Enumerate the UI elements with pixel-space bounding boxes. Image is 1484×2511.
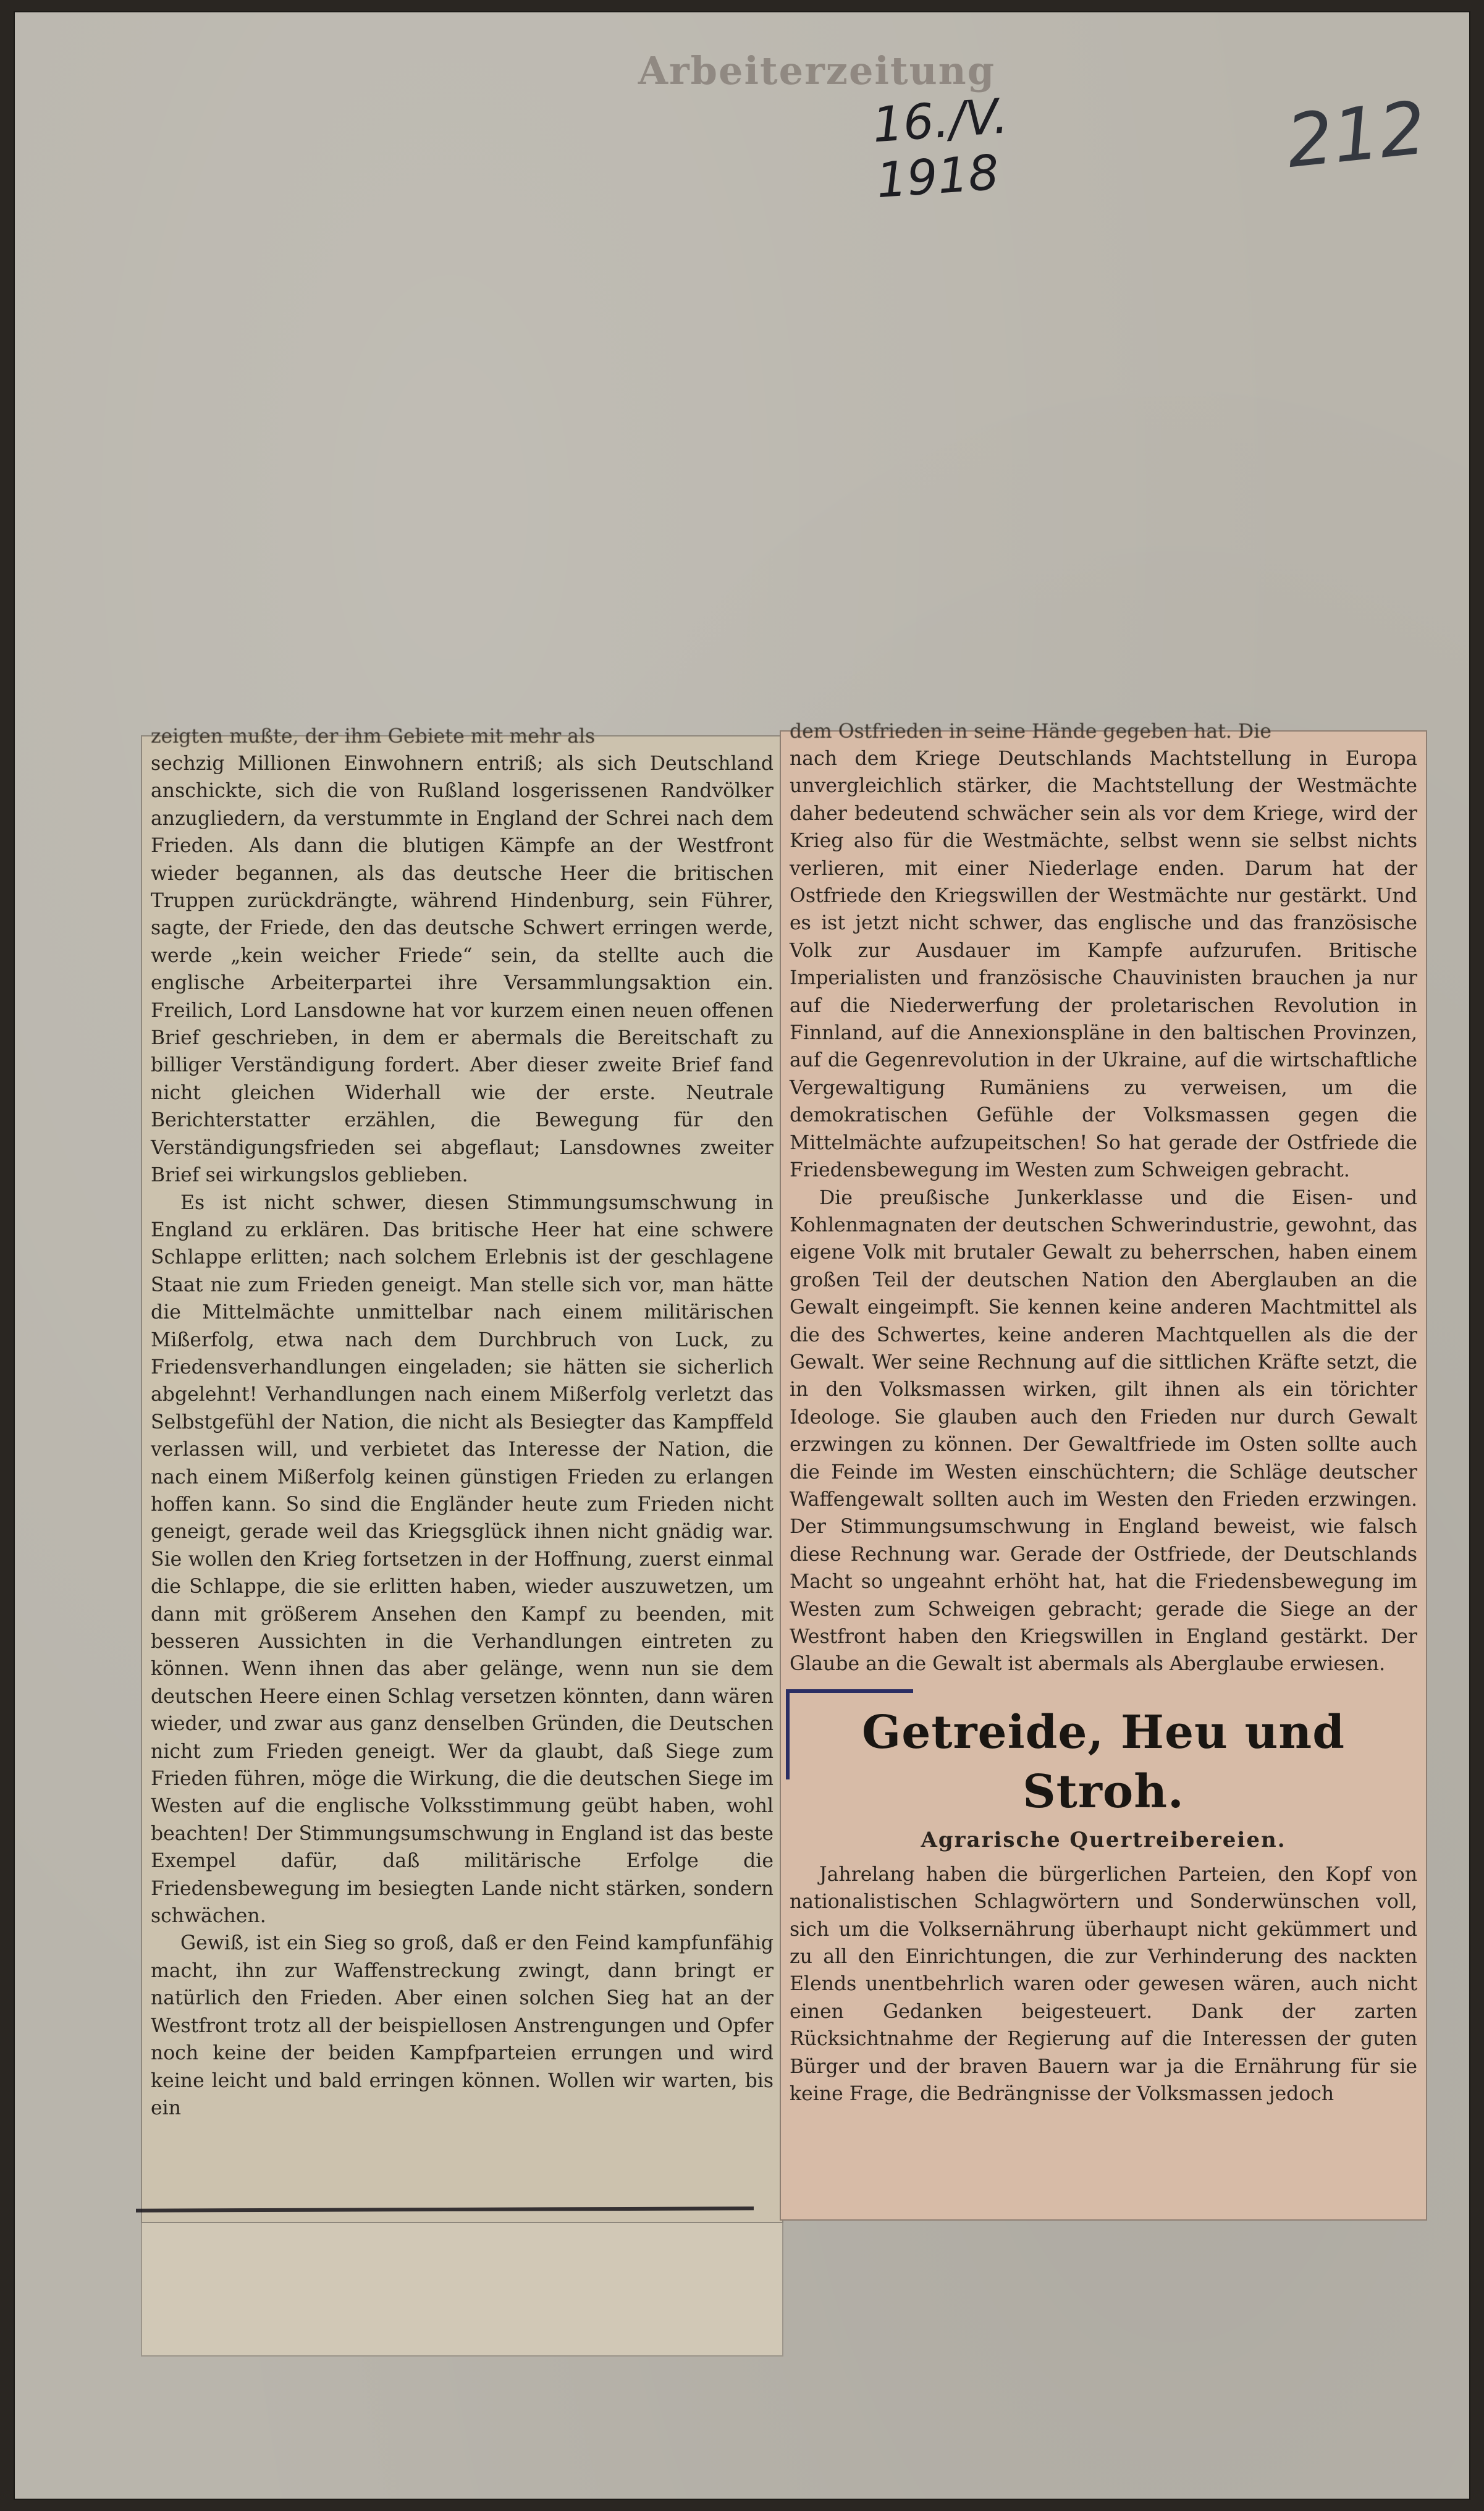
- newspaper-stamp: Arbeiterzeitung: [638, 48, 996, 93]
- handwritten-page-number: 212: [1282, 85, 1430, 185]
- clipping-blank-strip: [141, 2218, 783, 2357]
- left-paragraph-3: Gewiß, ist ein Sieg so groß, daß er den Feind kampfunfähig macht, ihn zur Waffenstreckung zwingt, dann bringt er natürlich den Frieden. Aber einen solchen Sieg hat an der Westfront trotz all der beispiellosen Anstrengungen und Opfer noch keine der beiden Kampfparteien errungen und wird keine leicht und bald erringen können. Wollen wir warten, bis ein: [151, 1932, 774, 2119]
- right-paragraph-2: Die preußische Junkerklasse und die Eisen- und Kohlenmagnaten der deutschen Schwerindustrie, gewohnt, das eigene Volk mit brutaler Gewalt zu beherrschen, haben einem großen Teil der deutschen Nation den Aberglauben an die Gewalt eingeimpft. Sie kennen keine anderen Machtmittel als die des Schwertes, keine anderen Machtquellen als die der Gewalt. Wer seine Rechnung auf die sittlichen Kräfte setzt, die in den Volksmassen wirken, gilt ihnen als ein törichter Ideologe. Sie glauben auch den Frieden nur durch Gewalt erzwingen zu können. Der Gewaltfriede im Osten sollte auch die Feinde im Westen einschüchtern; die Schläge deutscher Waffengewalt sollten auch im Westen den Frieden erzwingen. Der Stimmungsumschwung in England beweist, wie falsch diese Rechnung war. Gerade der Ostfriede, der Deutschlands Macht so ungeahnt erhöht hat, hat die Friedensbewegung im Westen zum Schweigen gebracht; gerade die Siege an der Westfront haben den Kriegswillen in England gestärkt. Der Glaube an die Gewalt ist abermals als Aberglaube erwiesen.: [790, 1186, 1417, 1676]
- right-cut-line: dem Ostfrieden in seine Hände gegeben hat. Die: [790, 720, 1271, 743]
- clipping-right-column: [780, 720, 1427, 2221]
- left-cut-line: zeigten mußte, der ihm Gebiete mit mehr als: [151, 725, 596, 748]
- right-paragraph-1: nach dem Kriege Deutschlands Machtstellung in Europa unvergleichlich stärker, die Machtstellung der Westmächte daher bedeutend schwächer sein als vor dem Kriege, wird der Krieg also für die Westmächte, selbst wenn sie selbst nichts verlieren, mit einer Niederlage enden. Darum hat der Ostfriede den Kriegswillen der Westmächte nur gestärkt. Und es ist jetzt nicht schwer, das englische und das französische Volk zur Ausdauer im Kampfe aufzurufen. Britische Imperialisten und französische Chauvinisten brauchen ja nur auf die Niederwerfung der proletarischen Revolution in Finnland, auf die Annexionspläne in den baltischen Provinzen, auf die Gegenrevolution in der Ukraine, auf die wirtschaftliche Vergewaltigung Rumäniens zu verweisen, um die demokratischen Gefühle der Volksmassen gegen die Mittelmächte aufzupeitschen! So hat gerade der Ostfriede die Friedensbewegung im Westen zum Schweigen gebracht.: [790, 748, 1417, 1182]
- handwritten-date: 16./V. 1918: [871, 88, 1010, 209]
- left-paragraph-1: sechzig Millionen Einwohnern entriß; als sich Deutschland anschickte, sich die von Rußland losgerissenen Randvölker anzugliedern, da verstummte in England der Schrei nach dem Frieden. Als dann die blutigen Kämpfe an der Westfront wieder begannen, als das deutsche Heer die britischen Truppen zurückdrängte, während Hindenburg, sein Führer, sagte, der Friede, den das deutsche Schwert erringen werde, werde „kein weicher Friede“ sein, da stellte auch die englische Arbeiterpartei ihre Versammlungsaktion ein. Freilich, Lord Lansdowne hat vor kurzem einen neuen offenen Brief geschrieben, in dem er abermals die Bereitschaft zu billiger Verständigung fordert. Aber dieser zweite Brief fand nicht gleichen Widerhall wie der erste. Neutrale Berichterstatter erzählen, die Bewegung für den Verständigungsfrieden sei abgeflaut; Lansdownes zweiter Brief sei wirkungslos geblieben.: [151, 753, 774, 1187]
- left-column-text: [151, 725, 774, 2221]
- clipping-left-column: [141, 725, 783, 2223]
- article-subheadline: Agrarische Quertreibereien.: [921, 1827, 1286, 1852]
- pen-bracket-mark: [786, 1689, 913, 1779]
- right-column-text: [790, 720, 1417, 2218]
- second-article-paragraph-1: Jahrelang haben die bürgerlichen Parteien, den Kopf von nationalistischen Schlagwörtern und Sonderwünschen voll, sich um die Volksernährung überhaupt nicht gekümmert und zu all den Einrichtungen, die zur Verhinderung des nackten Elends unentbehrlich waren oder gewesen wären, auch nicht einen Gedanken beigesteuert. Dank der zarten Rücksichtnahme der Regierung auf die Interessen der guten Bürger und der braven Bauern war ja die Ernährung für sie keine Frage, die Bedrängnisse der Volksmassen jedoch: [790, 1863, 1417, 2106]
- left-paragraph-2: Es ist nicht schwer, diesen Stimmungsumschwung in England zu erklären. Das britische Heer hat eine schwere Schlappe erlitten; nach solchem Erlebnis ist der geschlagene Staat nie zum Frieden geneigt. Man stelle sich vor, man hätte die Mittelmächte unmittelbar nach einem militärischen Mißerfolg, etwa nach dem Durchbruch von Luck, zu Friedensverhandlungen eingeladen; sie hätten sie sicherlich abgelehnt! Verhandlungen nach einem Mißerfolg verletzt das Selbstgefühl der Nation, die nicht als Besiegter das Kampffeld verlassen will, und verbietet das Interesse der Nation, die nach einem Mißerfolg keinen günstigen Frieden zu erlangen hoffen kann. So sind die Engländer heute zum Frieden nicht geneigt, gerade weil das Kriegsglück ihnen nicht gnädig war. Sie wollen den Krieg fortsetzen in der Hoffnung, zuerst einmal die Schlappe, die sie erlitten haben, wieder auszuwetzen, um dann mit größerem Ansehen den Kampf zu beenden, mit besseren Aussichten in die Verhandlungen eintreten zu können. Wenn ihnen das aber gelänge, wenn nun sie dem deutschen Heere einen Schlag versetzen könnten, dann wären wieder, und zwar aus ganz denselben Gründen, die Deutschen nicht zum Frieden geneigt. Wer da glaubt, daß Siege zum Frieden führen, möge die Wirkung, die die deutschen Siege im Westen auf die englische Volksstimmung geübt haben, wohl beachten! Der Stimmungsumschwung in England ist das beste Exempel dafür, daß militärische Erfolge die Friedensbewegung im besiegten Lande nicht stärken, sondern schwächen.: [151, 1191, 774, 1928]
- article-headline: Getreide, Heu und Stroh.: [862, 1705, 1345, 1818]
- article-heading-block: [790, 1703, 1417, 1855]
